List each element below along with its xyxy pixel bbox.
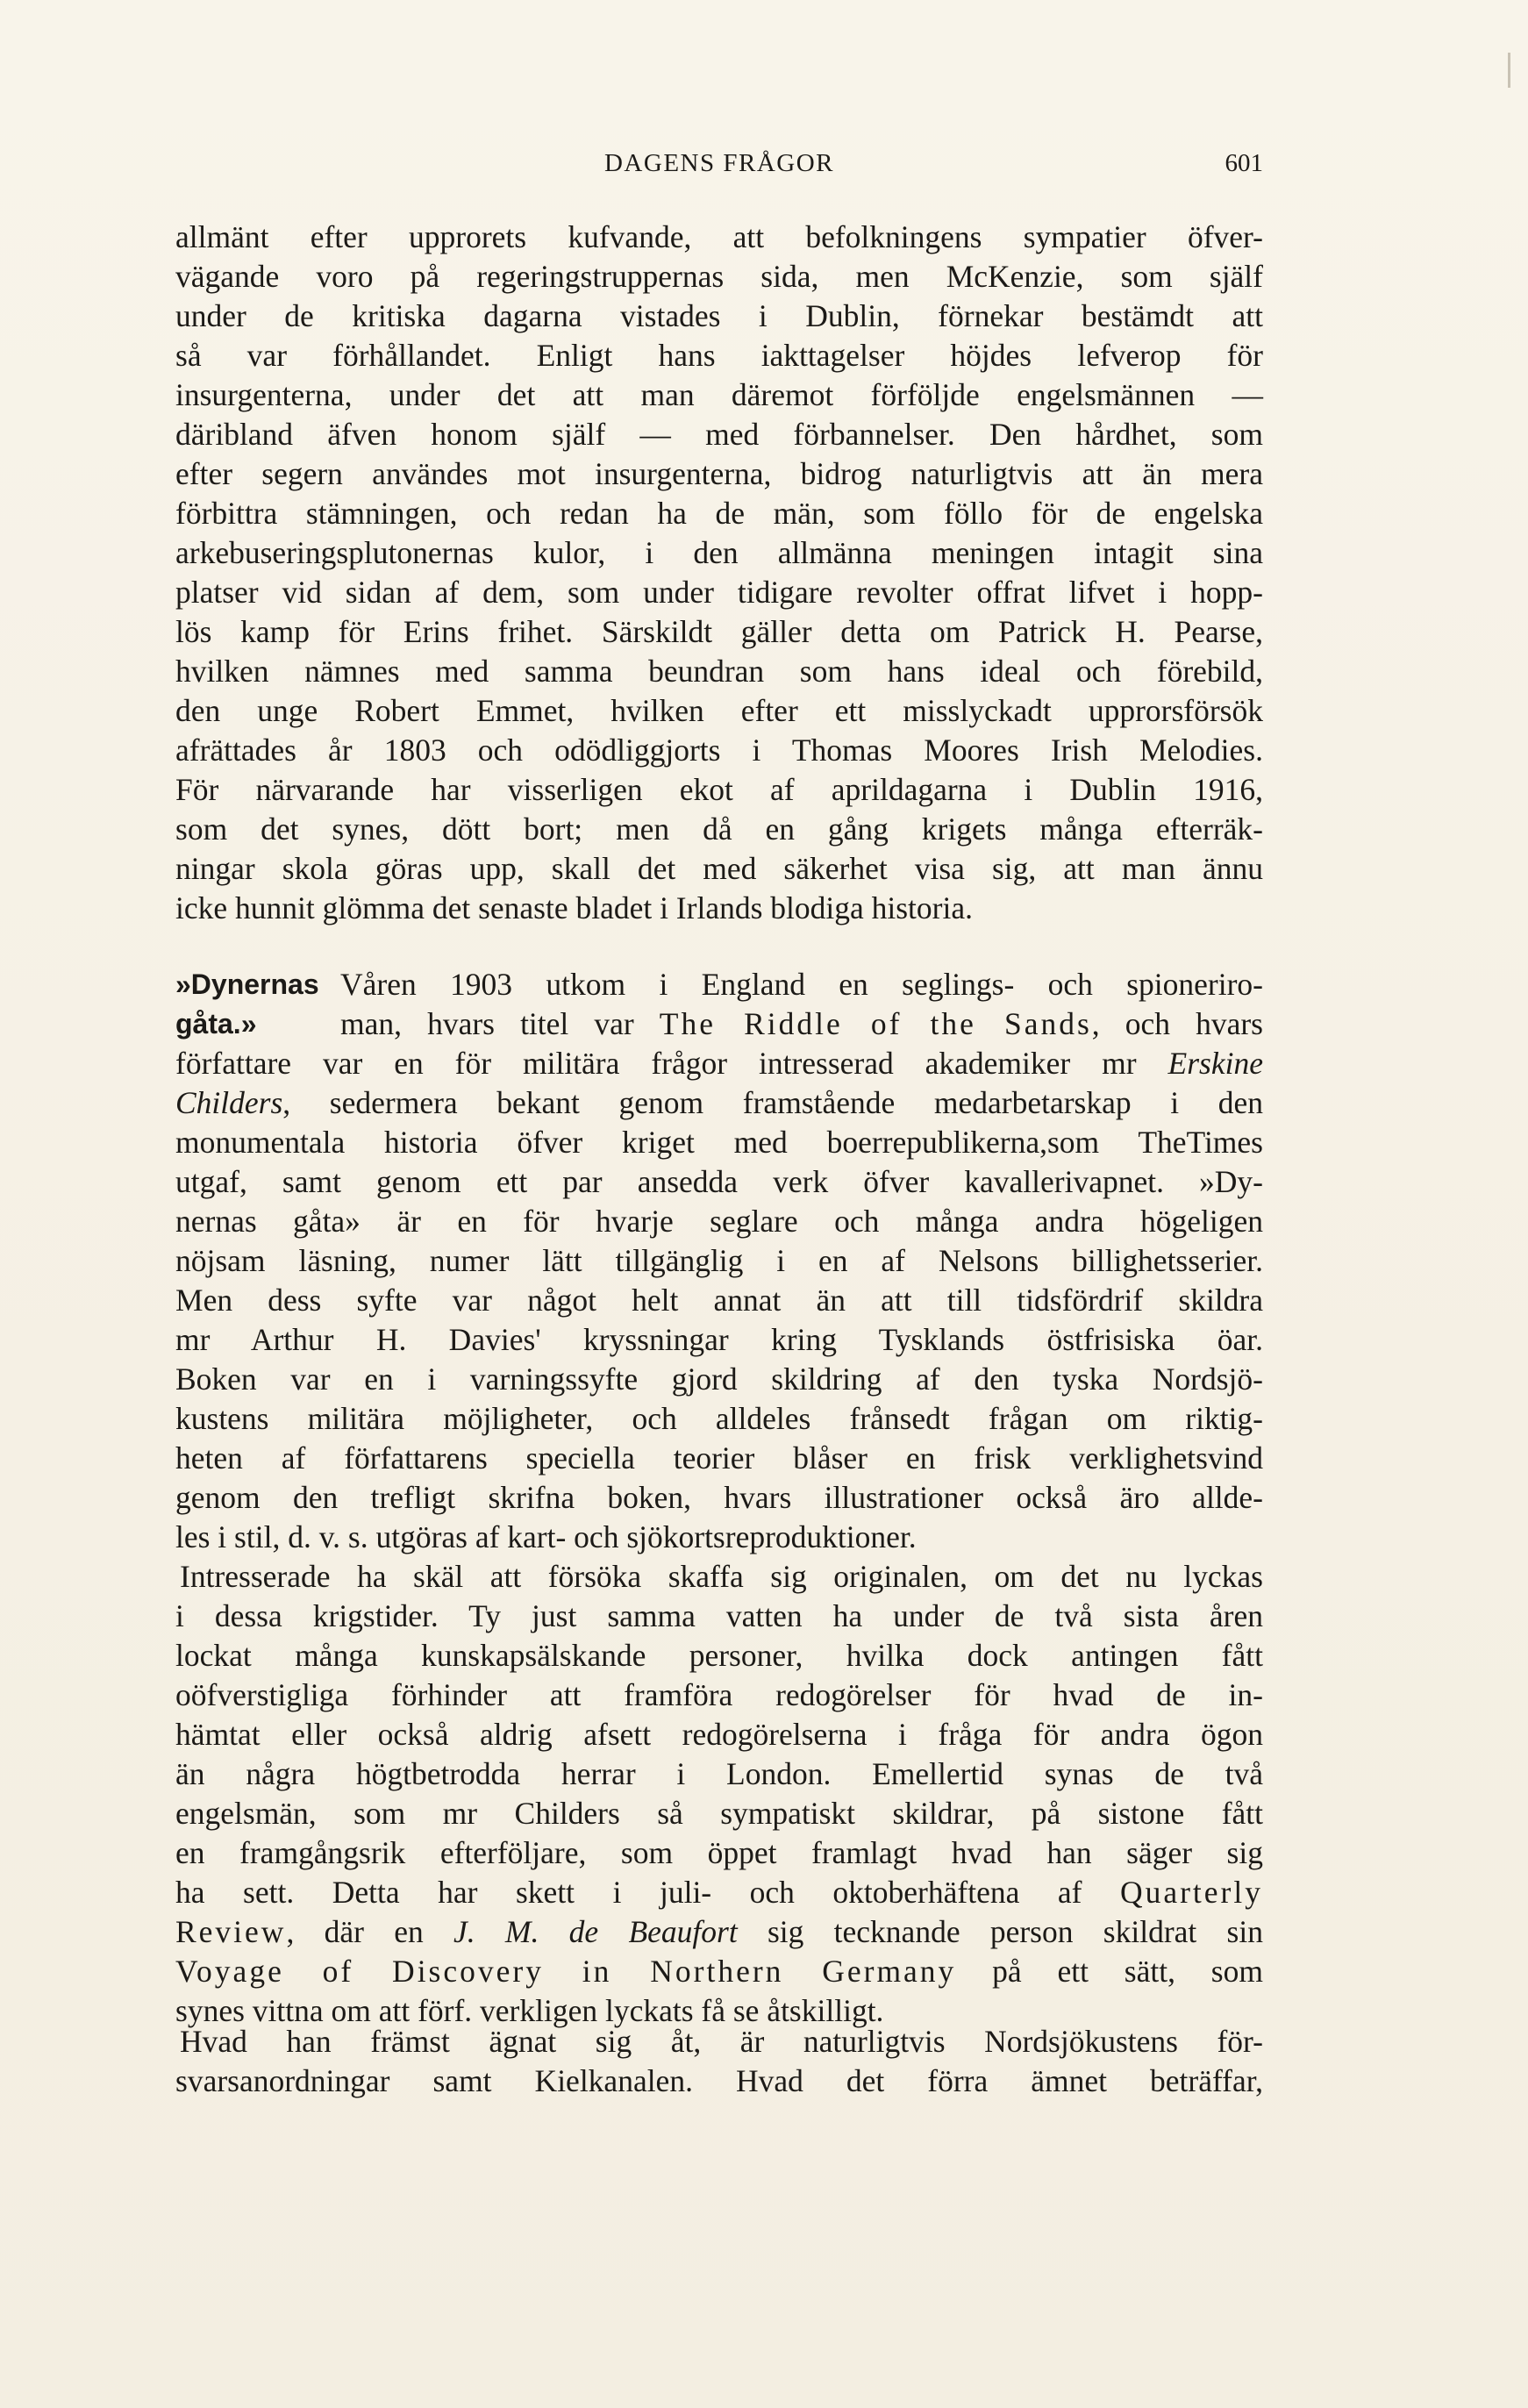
section-first-lines bbox=[340, 965, 1263, 1044]
paragraph-4 bbox=[175, 2022, 1263, 2101]
text-line: under de kritiska dagarna vistades i Dublin, förnekar bestämdt att bbox=[175, 298, 1263, 333]
text-line: en framgångsrik efterföljare, som öppet framlagt hvad han säger sig bbox=[175, 1835, 1263, 1870]
text-line: genom den trefligt skrifna boken, hvars illustrationer också äro allde- bbox=[175, 1480, 1263, 1515]
text-line: nernas gåta» är en för hvarje seglare och många andra högeligen bbox=[175, 1204, 1263, 1239]
text-line: den unge Robert Emmet, hvilken efter ett misslyckadt upprorsförsök bbox=[175, 693, 1263, 728]
text-fragment: på ett sätt, som bbox=[956, 1954, 1263, 1989]
text-line: synes vittna om att förf. verkligen lyckats få se åtskilligt. bbox=[175, 1993, 884, 2028]
text-line: afrättades år 1803 och odödliggjorts i Thomas Moores Irish Melodies. bbox=[175, 732, 1263, 768]
text-line: Intresserade ha skäl att försöka skaffa sig originalen, om det nu lyckas bbox=[180, 1559, 1263, 1594]
paragraph-3 bbox=[175, 1557, 1263, 2031]
text-line: mr Arthur H. Davies' kryssningar kring Tysklands östfrisiska öar. bbox=[175, 1322, 1263, 1357]
section-label-line: »Dynernas bbox=[175, 968, 319, 1000]
text-line: vägande voro på regeringstruppernas sida, men McKenzie, som själf bbox=[175, 259, 1263, 294]
author-name: Erskine bbox=[1167, 1046, 1263, 1081]
article-title: Voyage of Discovery in Northern Germany bbox=[175, 1954, 957, 1989]
text-line bbox=[175, 1952, 1263, 1991]
text-line: icke hunnit glömma det senaste bladet i Irlands blodiga historia. bbox=[175, 890, 973, 925]
text-fragment: , där en bbox=[286, 1914, 454, 1949]
text-line: däribland äfven honom själf — med förbannelser. Den hårdhet, som bbox=[175, 417, 1263, 452]
text-line bbox=[175, 1873, 1263, 1912]
text-line: arkebuseringsplutonernas kulor, i den allmänna meningen intagit sina bbox=[175, 535, 1263, 570]
author-name: Childers bbox=[175, 1085, 283, 1120]
text-line: engelsmän, som mr Childers så sympatiskt skildrar, på sistone fått bbox=[175, 1796, 1263, 1831]
text-fragment: sig tecknande person skildrat sin bbox=[737, 1914, 1263, 1949]
page-edge-mark bbox=[1508, 53, 1510, 88]
book-title: The Riddle of the Sands bbox=[659, 1006, 1092, 1041]
text-line bbox=[175, 1083, 1263, 1123]
page-header bbox=[175, 149, 1263, 193]
text-line: lockat många kunskapsälskande personer, hvilka dock antingen fått bbox=[175, 1638, 1263, 1673]
text-fragment: , sedermera bekant genom framstående medarbetarskap i den bbox=[282, 1085, 1263, 1120]
paragraph-2 bbox=[175, 1044, 1263, 1557]
text-line: insurgenterna, under det att man däremot förföljde engelsmännen — bbox=[175, 377, 1263, 412]
text-fragment: man, hvars titel var bbox=[340, 1006, 660, 1041]
text-line: heten af författarens speciella teorier blåser en frisk verklighetsvind bbox=[175, 1440, 1263, 1476]
author-name: J. M. de Beaufort bbox=[453, 1914, 738, 1949]
text-line: utgaf, samt genom ett par ansedda verk öfver kavallerivapnet. »Dy- bbox=[175, 1164, 1263, 1199]
text-line: förbittra stämningen, och redan ha de män, som föllo för de engelska bbox=[175, 496, 1263, 531]
text-line: så var förhållandet. Enligt hans iakttagelser höjdes lefverop för bbox=[175, 338, 1263, 373]
text-line: platser vid sidan af dem, som under tidigare revolter offrat lifvet i hopp- bbox=[175, 575, 1263, 610]
section-side-label bbox=[175, 965, 319, 1044]
text-line: efter segern användes mot insurgenterna, bidrog naturligtvis att än mera bbox=[175, 456, 1263, 491]
text-line: monumentala historia öfver kriget med boerrepublikerna,som TheTimes bbox=[175, 1125, 1263, 1160]
running-title: DAGENS FRÅGOR bbox=[603, 149, 834, 177]
text-fragment: , och hvars bbox=[1091, 1006, 1263, 1041]
text-line: ningar skola göras upp, skall det med säkerhet visa sig, att man ännu bbox=[175, 851, 1263, 886]
text-line: Boken var en i varningssyfte gjord skildring af den tyska Nordsjö- bbox=[175, 1361, 1263, 1397]
text-line: Men dess syfte var något helt annat än att till tidsfördrif skildra bbox=[175, 1283, 1263, 1318]
text-line: hvilken nämnes med samma beundran som hans ideal och förebild, bbox=[175, 654, 1263, 689]
section-label-line: gåta.» bbox=[175, 1008, 257, 1040]
text-line: Våren 1903 utkom i England en seglings- och spioneriro- bbox=[340, 967, 1263, 1002]
page-number: 601 bbox=[1225, 149, 1263, 177]
text-line bbox=[175, 1912, 1263, 1952]
text-line: nöjsam läsning, numer lätt tillgänglig i en af Nelsons billighetsserier. bbox=[175, 1243, 1263, 1278]
journal-title: Review bbox=[175, 1914, 287, 1949]
text-line: än några högtbetrodda herrar i London. Emellertid synas de två bbox=[175, 1756, 1263, 1791]
text-line: oöfverstigliga förhinder att framföra redogörelser för hvad de in- bbox=[175, 1677, 1263, 1712]
text-line: svarsanordningar samt Kielkanalen. Hvad det förra ämnet beträffar, bbox=[175, 2063, 1263, 2098]
text-line: För närvarande har visserligen ekot af aprildagarna i Dublin 1916, bbox=[175, 772, 1263, 807]
text-line: i dessa krigstider. Ty just samma vatten ha under de två sista åren bbox=[175, 1598, 1263, 1633]
paragraph-1 bbox=[175, 218, 1263, 928]
text-fragment: ha sett. Detta har skett i juli- och oktoberhäftena af bbox=[175, 1875, 1120, 1910]
text-line: hämtat eller också aldrig afsett redogörelserna i fråga för andra ögon bbox=[175, 1717, 1263, 1752]
text-line: kustens militära möjligheter, och alldeles frånsedt frågan om riktig- bbox=[175, 1401, 1263, 1436]
text-line: allmänt efter upprorets kufvande, att befolkningens sympatier öfver- bbox=[175, 219, 1263, 254]
text-line: som det synes, dött bort; men då en gång krigets många efterräk- bbox=[175, 811, 1263, 847]
journal-title: Quarterly bbox=[1119, 1875, 1263, 1910]
text-line: Hvad han främst ägnat sig åt, är naturligtvis Nordsjökustens för- bbox=[180, 2024, 1263, 2059]
text-fragment: författare var en för militära frågor intresserad akademiker mr bbox=[175, 1046, 1168, 1081]
text-line: les i stil, d. v. s. utgöras af kart- och sjökortsreproduktioner. bbox=[175, 1519, 917, 1554]
text-line: lös kamp för Erins frihet. Särskildt gäller detta om Patrick H. Pearse, bbox=[175, 614, 1263, 649]
text-line bbox=[340, 1004, 1263, 1044]
text-line bbox=[175, 1044, 1263, 1083]
